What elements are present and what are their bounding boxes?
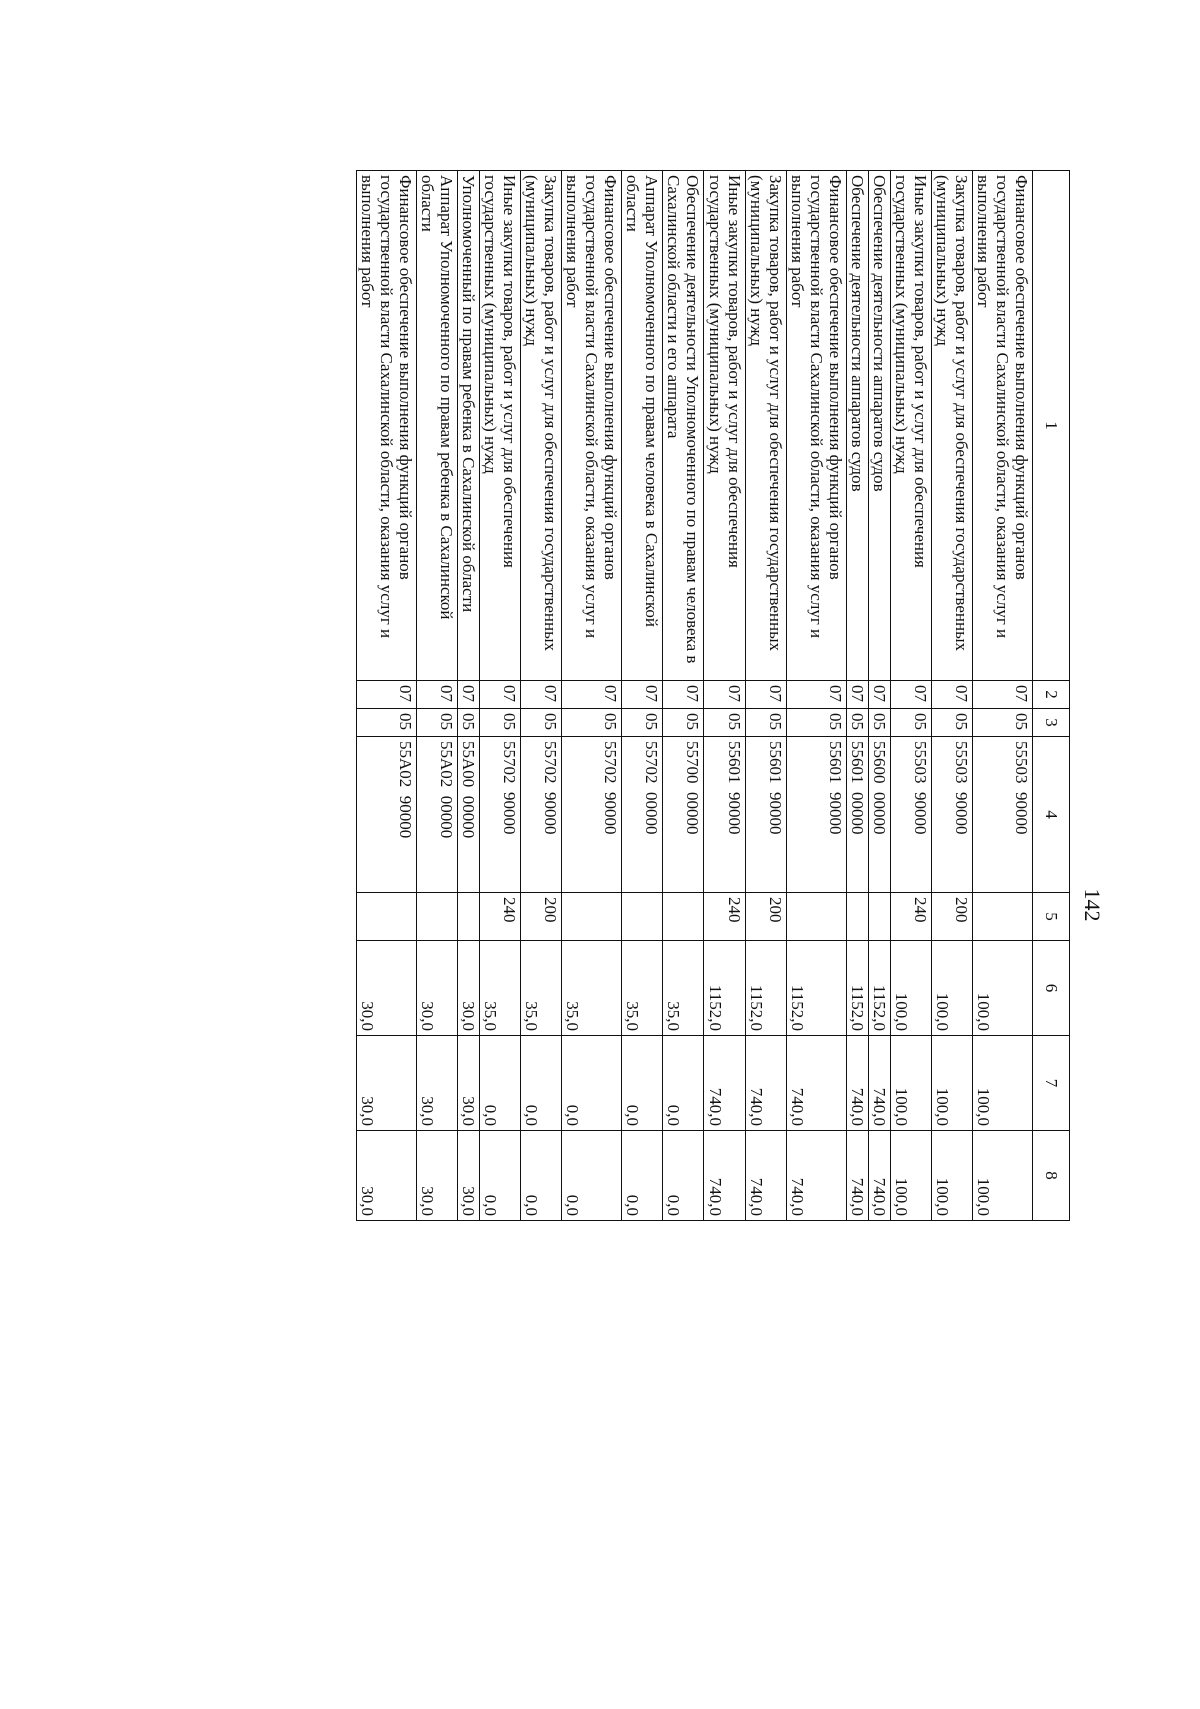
- row-section: 07: [458, 681, 480, 709]
- row-expense-type: [458, 893, 480, 941]
- row-amount-1: 30,0: [417, 941, 458, 1036]
- row-amount-2: 30,0: [417, 1036, 458, 1131]
- table-row: [972, 171, 1032, 1221]
- row-amount-1: 1152,0: [786, 941, 846, 1036]
- row-subsection: 05: [417, 709, 458, 737]
- row-amount-3: 740,0: [846, 1131, 868, 1221]
- page-number: 142: [1080, 888, 1105, 922]
- row-amount-3: 30,0: [417, 1131, 458, 1221]
- row-amount-3: 0,0: [622, 1131, 663, 1221]
- row-amount-2: 740,0: [786, 1036, 846, 1131]
- row-section: 07: [562, 681, 622, 709]
- rotated-table-wrapper: [110, 170, 1070, 1220]
- row-section: 07: [868, 681, 890, 709]
- row-amount-3: 740,0: [786, 1131, 846, 1221]
- table-row: [458, 171, 480, 1221]
- row-target-code: 55А02 00000: [417, 737, 458, 893]
- row-subsection: 05: [972, 709, 1032, 737]
- row-section: 07: [704, 681, 745, 709]
- row-subsection: 05: [356, 709, 416, 737]
- row-expense-type: 240: [704, 893, 745, 941]
- row-target-code: 55601 00000: [846, 737, 868, 893]
- table-row: [622, 171, 663, 1221]
- header-col-7: 7: [1033, 1036, 1070, 1131]
- row-amount-1: 1152,0: [704, 941, 745, 1036]
- row-name: Закупка товаров, работ и услуг для обеспечения государственных (муниципальных) нужд: [745, 171, 786, 681]
- table-row: [786, 171, 846, 1221]
- row-expense-type: 240: [480, 893, 521, 941]
- row-section: 07: [745, 681, 786, 709]
- row-name: Финансовое обеспечение выполнения функций органов государственной власти Сахалинской области, оказания услуг и выполнения работ: [972, 171, 1032, 681]
- table-row: [931, 171, 972, 1221]
- row-section: 07: [663, 681, 704, 709]
- row-subsection: 05: [931, 709, 972, 737]
- row-expense-type: [663, 893, 704, 941]
- row-amount-2: 0,0: [521, 1036, 562, 1131]
- row-name: Аппарат Уполномоченного по правам человека в Сахалинской области: [622, 171, 663, 681]
- row-target-code: 55702 00000: [622, 737, 663, 893]
- row-amount-3: 0,0: [663, 1131, 704, 1221]
- row-expense-type: [622, 893, 663, 941]
- row-amount-1: 1152,0: [846, 941, 868, 1036]
- row-expense-type: [972, 893, 1032, 941]
- row-section: 07: [972, 681, 1032, 709]
- row-name: Закупка товаров, работ и услуг для обеспечения государственных (муниципальных) нужд: [931, 171, 972, 681]
- row-amount-3: 740,0: [704, 1131, 745, 1221]
- row-amount-2: 30,0: [458, 1036, 480, 1131]
- row-amount-1: 30,0: [458, 941, 480, 1036]
- row-expense-type: [562, 893, 622, 941]
- header-col-8: 8: [1033, 1131, 1070, 1221]
- row-subsection: 05: [786, 709, 846, 737]
- row-amount-1: 100,0: [972, 941, 1032, 1036]
- row-target-code: 55503 90000: [890, 737, 931, 893]
- row-name: Уполномоченный по правам ребенка в Сахалинской области: [458, 171, 480, 681]
- row-amount-3: 740,0: [745, 1131, 786, 1221]
- row-name: Финансовое обеспечение выполнения функций органов государственной власти Сахалинской области, оказания услуг и выполнения работ: [786, 171, 846, 681]
- header-col-6: 6: [1033, 941, 1070, 1036]
- row-name: Финансовое обеспечение выполнения функций органов государственной власти Сахалинской области, оказания услуг и выполнения работ: [356, 171, 416, 681]
- row-subsection: 05: [458, 709, 480, 737]
- row-amount-2: 740,0: [868, 1036, 890, 1131]
- row-amount-2: 0,0: [562, 1036, 622, 1131]
- row-target-code: 55А02 90000: [356, 737, 416, 893]
- table-row: [521, 171, 562, 1221]
- header-col-4: 4: [1033, 737, 1070, 893]
- row-target-code: 55601 90000: [745, 737, 786, 893]
- row-expense-type: 200: [931, 893, 972, 941]
- row-amount-3: 740,0: [868, 1131, 890, 1221]
- row-amount-3: 0,0: [480, 1131, 521, 1221]
- row-target-code: 55702 90000: [521, 737, 562, 893]
- row-subsection: 05: [704, 709, 745, 737]
- table-row: [745, 171, 786, 1221]
- row-section: 07: [786, 681, 846, 709]
- row-expense-type: [356, 893, 416, 941]
- row-expense-type: [786, 893, 846, 941]
- header-col-5: 5: [1033, 893, 1070, 941]
- row-amount-1: 100,0: [931, 941, 972, 1036]
- row-amount-1: 35,0: [480, 941, 521, 1036]
- row-amount-1: 1152,0: [868, 941, 890, 1036]
- budget-table-sheet: [110, 170, 1070, 1220]
- row-amount-1: 100,0: [890, 941, 931, 1036]
- row-amount-3: 0,0: [562, 1131, 622, 1221]
- row-amount-1: 35,0: [521, 941, 562, 1036]
- row-target-code: 55600 00000: [868, 737, 890, 893]
- row-section: 07: [417, 681, 458, 709]
- header-col-2: 2: [1033, 681, 1070, 709]
- table-row: [663, 171, 704, 1221]
- row-name: Иные закупки товаров, работ и услуг для обеспечения государственных (муниципальных) нужд: [480, 171, 521, 681]
- row-amount-3: 100,0: [931, 1131, 972, 1221]
- row-amount-2: 30,0: [356, 1036, 416, 1131]
- row-target-code: 55700 00000: [663, 737, 704, 893]
- row-amount-2: 0,0: [480, 1036, 521, 1131]
- row-expense-type: 240: [890, 893, 931, 941]
- row-subsection: 05: [890, 709, 931, 737]
- row-target-code: 55503 90000: [931, 737, 972, 893]
- row-subsection: 05: [622, 709, 663, 737]
- row-amount-2: 0,0: [622, 1036, 663, 1131]
- row-amount-1: 35,0: [663, 941, 704, 1036]
- row-amount-3: 0,0: [521, 1131, 562, 1221]
- row-amount-2: 100,0: [931, 1036, 972, 1131]
- row-target-code: 55702 90000: [480, 737, 521, 893]
- table-row: [704, 171, 745, 1221]
- row-amount-3: 30,0: [458, 1131, 480, 1221]
- row-target-code: 55601 90000: [704, 737, 745, 893]
- row-amount-1: 1152,0: [745, 941, 786, 1036]
- budget-table: [356, 170, 1070, 1221]
- row-subsection: 05: [868, 709, 890, 737]
- table-row: [480, 171, 521, 1221]
- row-subsection: 05: [521, 709, 562, 737]
- row-section: 07: [622, 681, 663, 709]
- row-section: 07: [931, 681, 972, 709]
- row-name: Обеспечение деятельности Уполномоченного по правам человека в Сахалинской области и его аппарата: [663, 171, 704, 681]
- row-section: 07: [521, 681, 562, 709]
- table-header-row: [1033, 171, 1070, 1221]
- row-amount-1: 35,0: [562, 941, 622, 1036]
- row-name: Финансовое обеспечение выполнения функций органов государственной власти Сахалинской области, оказания услуг и выполнения работ: [562, 171, 622, 681]
- row-amount-2: 0,0: [663, 1036, 704, 1131]
- row-amount-3: 100,0: [890, 1131, 931, 1221]
- table-row: [890, 171, 931, 1221]
- row-name: Иные закупки товаров, работ и услуг для обеспечения государственных (муниципальных) нужд: [704, 171, 745, 681]
- row-amount-2: 740,0: [745, 1036, 786, 1131]
- row-target-code: 55702 90000: [562, 737, 622, 893]
- row-expense-type: [417, 893, 458, 941]
- row-name: Аппарат Уполномоченного по правам ребенка в Сахалинской области: [417, 171, 458, 681]
- table-row: [868, 171, 890, 1221]
- table-row: [356, 171, 416, 1221]
- row-name: Обеспечение деятельности аппаратов судов: [846, 171, 868, 681]
- table-row: [562, 171, 622, 1221]
- row-expense-type: 200: [521, 893, 562, 941]
- row-expense-type: [868, 893, 890, 941]
- table-row: [417, 171, 458, 1221]
- row-subsection: 05: [663, 709, 704, 737]
- row-name: Обеспечение деятельности аппаратов судов: [868, 171, 890, 681]
- row-subsection: 05: [846, 709, 868, 737]
- table-row: [846, 171, 868, 1221]
- row-name: Закупка товаров, работ и услуг для обеспечения государственных (муниципальных) нужд: [521, 171, 562, 681]
- row-subsection: 05: [745, 709, 786, 737]
- row-section: 07: [890, 681, 931, 709]
- row-amount-2: 740,0: [704, 1036, 745, 1131]
- row-amount-2: 740,0: [846, 1036, 868, 1131]
- row-section: 07: [356, 681, 416, 709]
- row-target-code: 55601 90000: [786, 737, 846, 893]
- row-amount-3: 100,0: [972, 1131, 1032, 1221]
- row-amount-1: 30,0: [356, 941, 416, 1036]
- row-amount-2: 100,0: [890, 1036, 931, 1131]
- header-col-1: 1: [1033, 171, 1070, 681]
- row-amount-3: 30,0: [356, 1131, 416, 1221]
- row-subsection: 05: [562, 709, 622, 737]
- row-amount-1: 35,0: [622, 941, 663, 1036]
- header-col-3: 3: [1033, 709, 1070, 737]
- row-target-code: 55503 90000: [972, 737, 1032, 893]
- row-section: 07: [846, 681, 868, 709]
- row-expense-type: 200: [745, 893, 786, 941]
- row-name: Иные закупки товаров, работ и услуг для обеспечения государственных (муниципальных) нужд: [890, 171, 931, 681]
- row-section: 07: [480, 681, 521, 709]
- row-expense-type: [846, 893, 868, 941]
- row-target-code: 55А00 00000: [458, 737, 480, 893]
- row-subsection: 05: [480, 709, 521, 737]
- row-amount-2: 100,0: [972, 1036, 1032, 1131]
